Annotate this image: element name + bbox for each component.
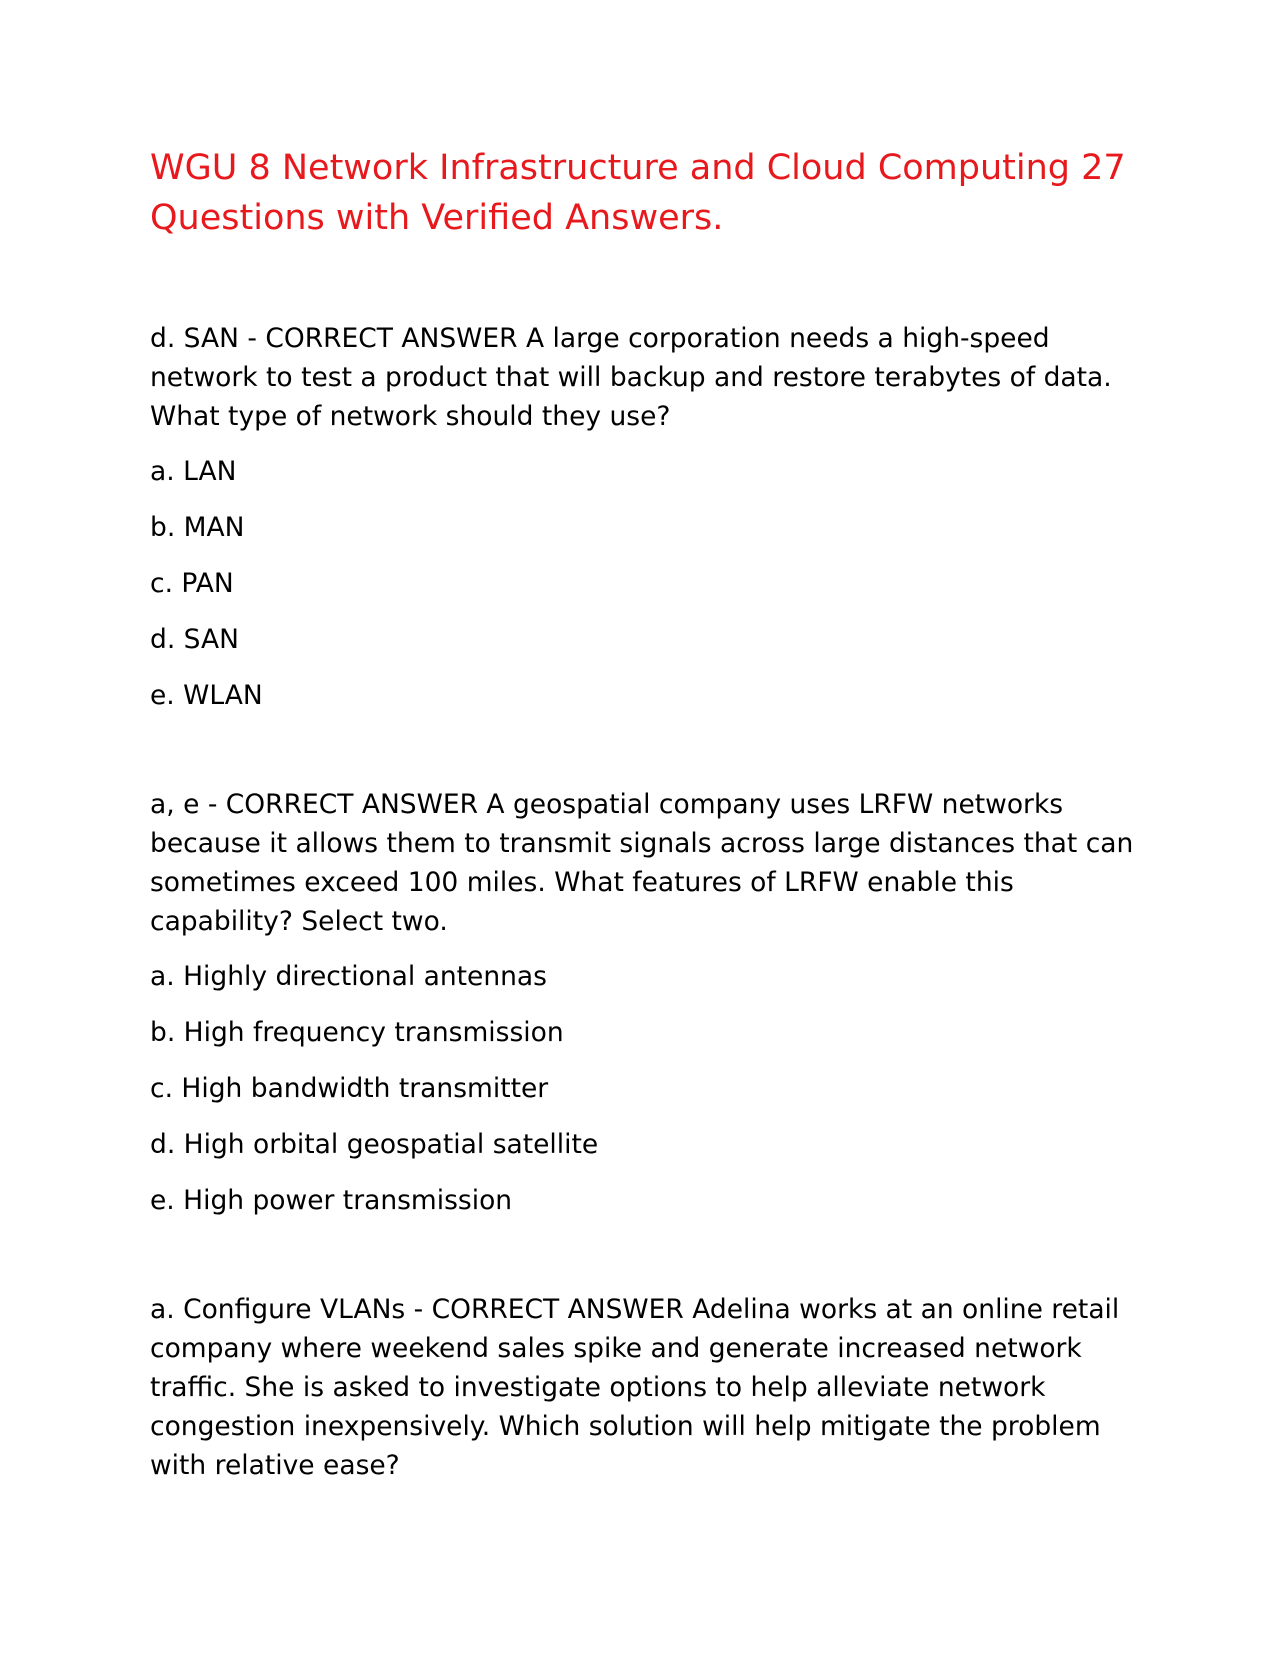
answer-option-d: d. SAN — [150, 624, 239, 655]
question-block-2 — [150, 785, 1140, 1220]
answer-option-a: a. Highly directional antennas — [150, 961, 547, 992]
question-text: d. SAN - CORRECT ANSWER A large corporation needs a high-speed network to test a product that will backup and restore terabytes of data. What type of network should they use? — [150, 323, 1112, 432]
answer-option-e: e. High power transmission — [150, 1185, 513, 1216]
answer-options — [150, 957, 1140, 1220]
document-page — [150, 143, 1140, 1485]
answer-option-c: c. High bandwidth transmitter — [150, 1073, 549, 1104]
answer-options — [150, 452, 1140, 715]
answer-option-d: d. High orbital geospatial satellite — [150, 1129, 599, 1160]
question-block-3 — [150, 1290, 1140, 1485]
answer-option-b: b. MAN — [150, 512, 245, 543]
question-block-1 — [150, 319, 1140, 715]
answer-option-c: c. PAN — [150, 568, 234, 599]
answer-option-b: b. High frequency transmission — [150, 1017, 564, 1048]
answer-option-e: e. WLAN — [150, 680, 263, 711]
question-text: a. Configure VLANs - CORRECT ANSWER Adelina works at an online retail company where weekend sales spike and generate increased network traffic. She is asked to investigate options to help alleviate network congestion inexpensively. Which solution will help mitigate the problem with relative ease? — [150, 1294, 1120, 1481]
document-title: WGU 8 Network Infrastructure and Cloud Computing 27 Questions with Verified Answers. — [150, 148, 1126, 238]
answer-option-a: a. LAN — [150, 456, 237, 487]
question-text: a, e - CORRECT ANSWER A geospatial company uses LRFW networks because it allows them to transmit signals across large distances that can sometimes exceed 100 miles. What features of LRFW enable this capability? Select two. — [150, 789, 1134, 937]
